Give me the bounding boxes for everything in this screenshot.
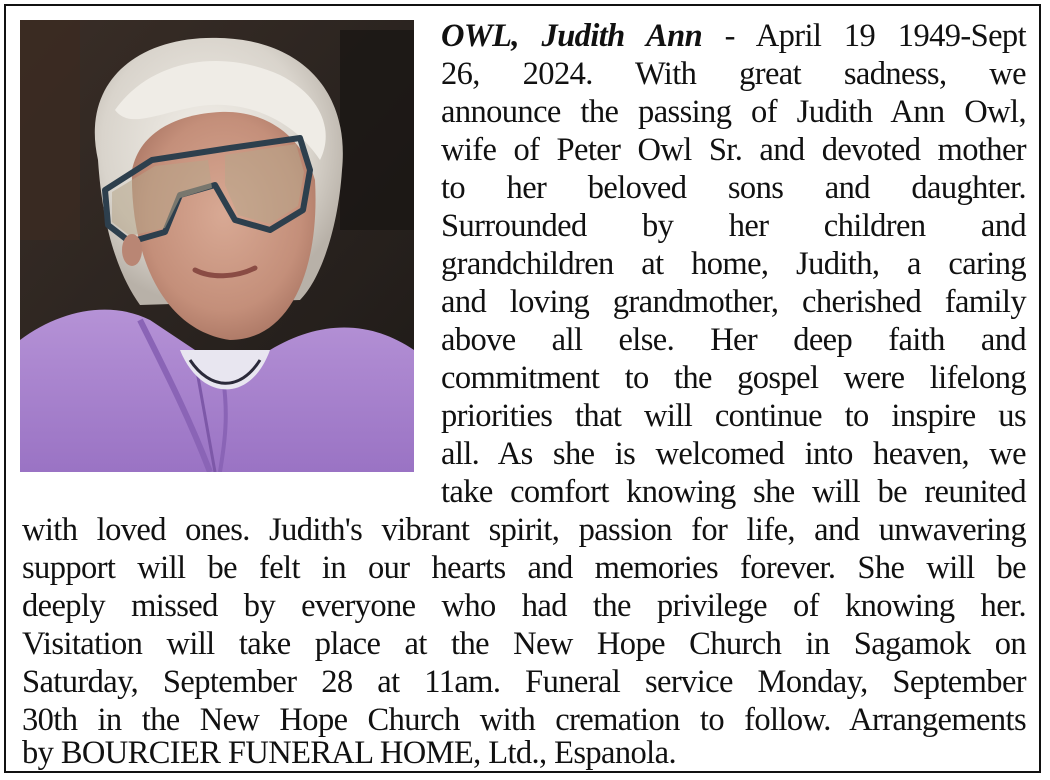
- text-line-9: above all else. Her deep faith and: [441, 322, 1026, 358]
- text-line-19: 30th in the New Hope Church with cremation to follow. Arrangements: [22, 702, 1026, 738]
- text-line-14: with loved ones. Judith's vibrant spirit, passion for life, and unwavering: [22, 512, 1026, 548]
- text-line-2: 26, 2024. With great sadness, we: [441, 56, 1026, 92]
- text-line-6: Surrounded by her children and: [441, 208, 1026, 244]
- text-line-11: priorities that will continue to inspire us: [441, 398, 1026, 434]
- text-line-10: commitment to the gospel were lifelong: [441, 360, 1026, 396]
- text-line-16: deeply missed by everyone who had the privilege of knowing her.: [22, 588, 1026, 624]
- text-line-8: and loving grandmother, cherished family: [441, 284, 1026, 320]
- text-line-7: grandchildren at home, Judith, a caring: [441, 246, 1026, 282]
- text-line-4: wife of Peter Owl Sr. and devoted mother: [441, 132, 1026, 168]
- text-line-13: take comfort knowing she will be reunited: [441, 474, 1026, 510]
- text-line-20: by BOURCIER FUNERAL HOME, Ltd., Espanola.: [22, 735, 676, 771]
- text-line-5: to her beloved sons and daughter.: [441, 170, 1026, 206]
- text-line-12: all. As she is welcomed into heaven, we: [441, 436, 1026, 472]
- birth-death-dates: - April 19 1949-Sept: [702, 18, 1026, 54]
- text-line-18: Saturday, September 28 at 11am. Funeral service Monday, September: [22, 664, 1026, 700]
- text-line-1: [441, 17, 1026, 55]
- text-line-3: announce the passing of Judith Ann Owl,: [441, 94, 1026, 130]
- text-line-17: Visitation will take place at the New Hope Church in Sagamok on: [22, 626, 1026, 662]
- deceased-name: OWL, Judith Ann: [441, 18, 703, 54]
- text-line-15: support will be felt in our hearts and memories forever. She will be: [22, 550, 1026, 586]
